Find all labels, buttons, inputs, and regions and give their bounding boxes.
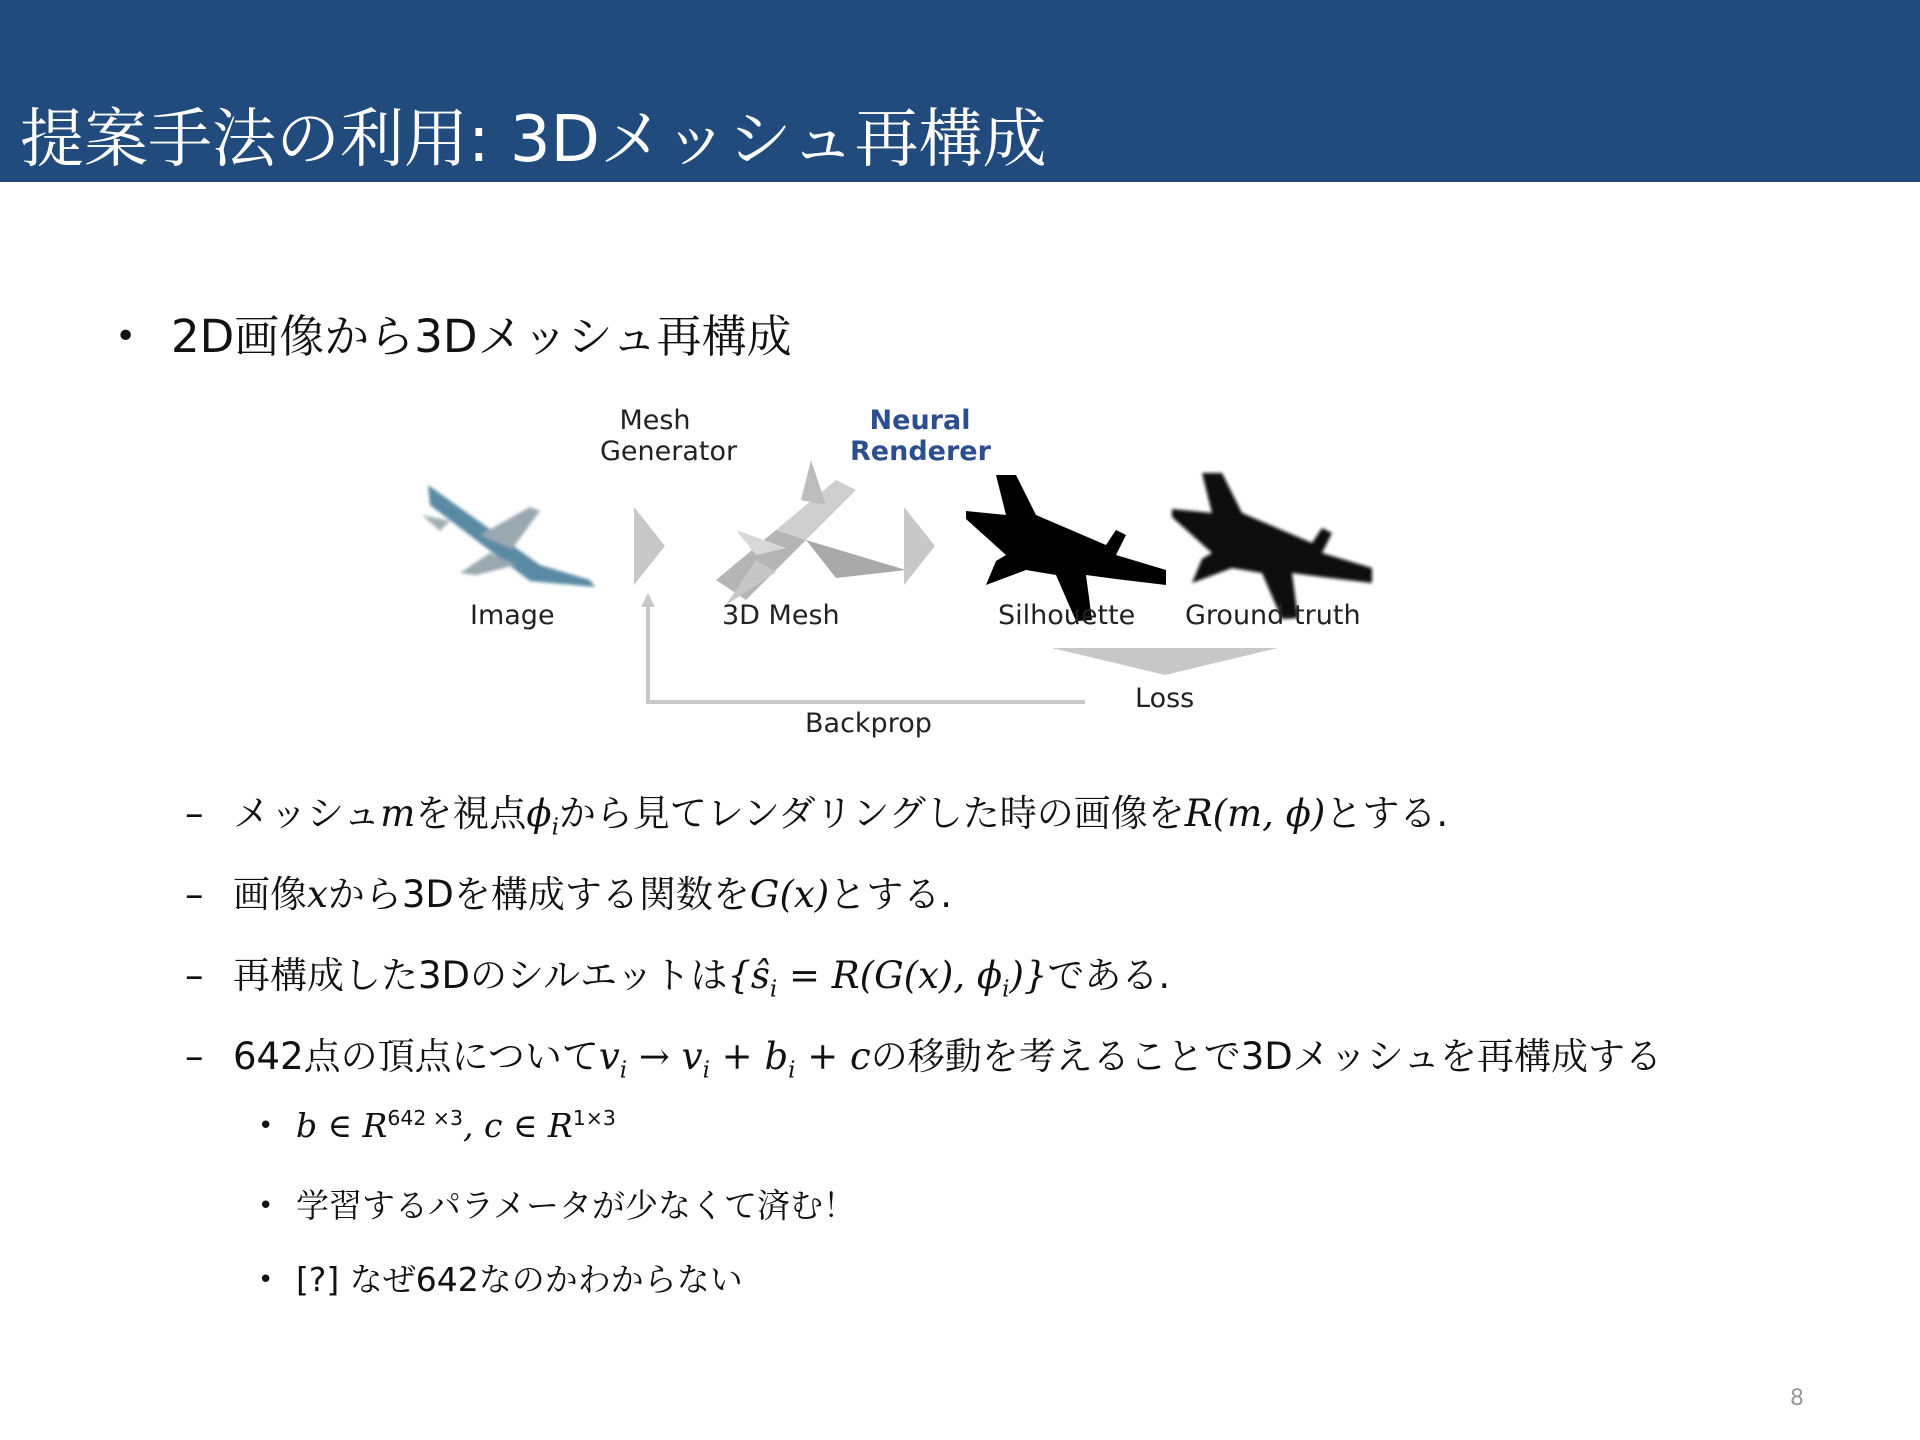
title-bar xyxy=(0,0,1920,182)
backprop-arrowhead xyxy=(641,593,655,607)
input-airplane-image xyxy=(422,485,595,587)
sub-bullet-rendering: – メッシュmを視点$\phi_i$から見てレンダリングした時の画像をR(m, ϕ)とする. xyxy=(185,792,1449,841)
main-bullet xyxy=(115,300,792,365)
subsub-bullet-dimensions: • b ∈ $R^{642 \times 3}$, c ∈ $R^{1\times 3}$ xyxy=(258,1106,616,1145)
loss-funnel xyxy=(1052,648,1278,675)
mesh-generator-label: Mesh Generator xyxy=(600,405,738,467)
bullet-dot: • xyxy=(115,316,137,357)
mesh-label: 3D Mesh xyxy=(722,600,840,631)
image-label: Image xyxy=(470,600,555,631)
pipeline-figure xyxy=(400,395,1400,755)
sub-bullet-vertices: – 642点の頂点について$v_i \to v_i + b_i + c$の移動を考えることで3Dメッシュを再構成する xyxy=(185,1035,1663,1084)
backprop-label: Backprop xyxy=(805,708,932,739)
sub-bullet-silhouette: – 再構成した3Dのシルエットは{$ŝ_i = R(G(x)$, $\phi_i$)}である. xyxy=(185,954,1171,1003)
main-bullet-text: 2D画像から3Dメッシュ再構成 xyxy=(171,310,792,363)
sub-bullet-function: – 画像xから3Dを構成する関数をG(x)とする. xyxy=(185,873,952,916)
ground-truth-airplane xyxy=(1172,473,1372,619)
subsub-bullet-few-params: • 学習するパラメータが少なくて済む！ xyxy=(258,1186,857,1225)
slide-title: 提案手法の利用: 3Dメッシュ再構成 xyxy=(20,103,1047,177)
loss-label: Loss xyxy=(1135,683,1195,714)
renderer-arrow xyxy=(904,507,935,585)
silhouette-label: Silhouette xyxy=(998,600,1136,631)
generator-arrow xyxy=(634,507,665,585)
subsub-bullet-question: • [?] なぜ642なのかわからない xyxy=(258,1260,743,1299)
ground-truth-label: Ground-truth xyxy=(1185,600,1361,631)
mesh-airplane xyxy=(716,460,906,605)
page-number: 8 xyxy=(1790,1386,1804,1411)
neural-renderer-label: Neural Renderer xyxy=(850,405,991,467)
